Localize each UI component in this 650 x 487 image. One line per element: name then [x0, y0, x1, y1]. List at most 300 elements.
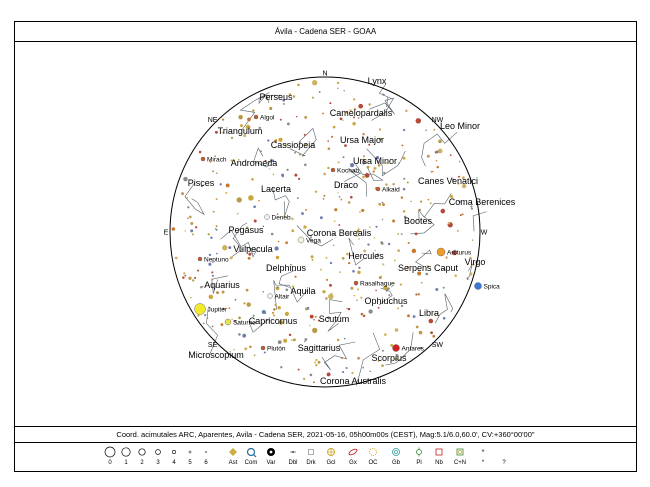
background-star [192, 233, 194, 235]
background-star [275, 246, 279, 250]
background-star [271, 233, 274, 236]
constellation-label: Perseus [259, 92, 293, 102]
background-star [436, 160, 437, 161]
background-star [387, 287, 390, 290]
background-star [269, 168, 270, 169]
legend-label: 0 [108, 460, 112, 466]
background-star [331, 293, 333, 295]
constellation-labels [188, 76, 516, 386]
legend-item [448, 445, 472, 468]
star-label: Jupiter [207, 306, 228, 314]
background-star [351, 372, 353, 374]
variable-star-icon [259, 445, 283, 459]
background-star [381, 364, 384, 367]
background-star [304, 116, 307, 119]
background-star [222, 245, 227, 250]
background-star [293, 95, 295, 97]
background-star [374, 167, 377, 170]
background-star [294, 276, 296, 278]
star-label: Altair [274, 293, 290, 301]
background-star [401, 144, 403, 146]
chart-title: Ávila - Cadena SER - GOAA [15, 22, 636, 42]
star-label: Antares [401, 345, 424, 353]
background-star [403, 178, 405, 180]
background-star [338, 161, 340, 163]
background-star [304, 164, 307, 167]
open-cluster-icon [361, 445, 385, 459]
constellation-label: Lynx [367, 76, 387, 86]
background-star [249, 346, 251, 348]
background-star [446, 256, 448, 258]
background-star [339, 196, 341, 198]
constellation-label: Delphinus [265, 263, 307, 273]
background-star [425, 129, 427, 131]
background-star [304, 134, 306, 136]
background-star [357, 288, 359, 290]
constellation-label: Camelopardalis [329, 108, 393, 118]
legend-label: Var [266, 460, 276, 466]
background-star [397, 233, 399, 235]
background-star [331, 136, 333, 138]
star-label: Algol [260, 114, 275, 122]
background-star [435, 288, 438, 291]
constellation-label: Capricornus [248, 316, 298, 326]
named-star-dot [376, 187, 380, 191]
background-star [429, 319, 434, 324]
background-star [301, 212, 304, 215]
background-star [280, 366, 282, 368]
background-star [443, 287, 445, 289]
background-star [209, 295, 214, 300]
background-star [471, 208, 473, 210]
background-star [394, 260, 396, 262]
background-star [248, 257, 251, 260]
background-star [238, 115, 243, 120]
background-star [188, 277, 191, 280]
background-star [401, 196, 403, 198]
direction-label: W [480, 229, 488, 237]
background-star [305, 308, 308, 311]
background-star [195, 226, 197, 228]
direction-label: SE [207, 341, 218, 349]
background-star [286, 169, 288, 171]
named-star-dot [225, 319, 231, 325]
background-star [189, 216, 192, 219]
constellation-label: Corona Borealis [306, 228, 372, 238]
background-star [226, 183, 230, 187]
background-star [175, 257, 178, 260]
background-star [401, 233, 403, 235]
background-star [416, 326, 419, 329]
background-star [312, 97, 314, 99]
unknown-object-icon [492, 445, 516, 459]
background-star [287, 122, 290, 125]
named-star-dot [265, 215, 270, 220]
background-star [318, 361, 321, 364]
background-star [459, 161, 461, 163]
background-star [183, 272, 185, 274]
background-star [410, 201, 411, 202]
background-star [248, 195, 254, 201]
background-star [254, 355, 256, 357]
constellation-label: Virgo [464, 257, 486, 267]
background-star [220, 323, 223, 326]
background-star [337, 192, 338, 193]
background-star [184, 230, 185, 231]
background-star [303, 378, 305, 380]
legend [14, 443, 637, 472]
background-star [289, 334, 291, 336]
background-star [184, 275, 186, 277]
star-label: Deneb [271, 214, 291, 222]
constellation-label: Serpens Caput [397, 263, 459, 273]
background-star [172, 227, 176, 231]
background-star [358, 238, 360, 240]
background-star [427, 155, 430, 158]
legend-label: C+N [453, 460, 467, 466]
background-star [315, 191, 317, 193]
background-star [374, 237, 376, 239]
legend-label: 5 [188, 460, 192, 466]
background-star [220, 183, 222, 185]
background-star [420, 200, 422, 202]
background-star [441, 209, 446, 214]
direction-label: NE [207, 117, 218, 125]
background-star [450, 154, 452, 156]
constellation-label: Aquila [290, 286, 316, 296]
chart-info: Coord. acimutales ARC, Aparentes, Avila - Cadena SER, 2021-05-16, 05h00m00s (CEST), Mag:5.1/6.0,60.0', CV:+360°00'00" [14, 427, 637, 443]
background-star [378, 203, 381, 206]
background-star [382, 202, 384, 204]
background-star [297, 84, 300, 87]
background-star [323, 195, 325, 197]
background-star [235, 299, 237, 301]
constellation-label: Ursa Major [339, 135, 385, 145]
background-star [197, 270, 199, 272]
background-star [403, 157, 406, 160]
star-label: Alkaid [382, 186, 400, 194]
background-star [337, 339, 340, 342]
legend-label: Ast [228, 460, 238, 466]
background-star [194, 277, 196, 279]
background-star [343, 156, 345, 158]
background-star [314, 361, 316, 363]
svg-text:*: * [481, 448, 485, 457]
background-star [333, 126, 336, 129]
background-star [337, 88, 338, 89]
background-star [222, 119, 224, 121]
background-star [395, 328, 399, 332]
named-star-dot [437, 248, 445, 256]
constellation-label: Pegasus [228, 225, 264, 235]
background-star [237, 213, 239, 215]
named-star-dot [201, 157, 205, 161]
background-star [294, 152, 296, 154]
background-star [283, 103, 285, 105]
constellation-label: Microscopium [188, 350, 244, 360]
constellation-label: Pisces [187, 178, 215, 188]
legend-label: 6 [204, 460, 208, 466]
background-star [327, 140, 329, 142]
background-star [392, 220, 395, 223]
direction-label: E [163, 229, 169, 237]
background-star [329, 284, 332, 287]
background-star [262, 310, 266, 314]
background-star [334, 208, 337, 211]
constellation-label: Corona Australis [319, 376, 387, 386]
constellation-label: Sagittarius [297, 343, 341, 353]
background-star [200, 286, 202, 288]
background-star [433, 129, 435, 131]
star-label: Saturno [233, 319, 256, 327]
background-star [247, 118, 251, 122]
background-star [362, 314, 364, 316]
legend-label: Gb [391, 460, 400, 466]
legend-label: 2 [140, 460, 144, 466]
background-star [291, 218, 294, 221]
background-star [213, 211, 215, 213]
named-star-dot [254, 115, 258, 119]
constellation-label: Scutum [318, 314, 350, 324]
background-star [328, 294, 333, 299]
legend-label: Dbl [288, 460, 298, 466]
background-star [415, 232, 418, 235]
mag-circle-6 [194, 445, 218, 459]
cluster-nebula-icon [448, 445, 472, 459]
background-star [462, 213, 464, 215]
background-star [350, 196, 353, 199]
background-star [231, 137, 233, 139]
background-star [432, 171, 434, 173]
constellation-label: Aquarius [204, 280, 240, 290]
background-star [384, 333, 387, 336]
background-star [210, 237, 212, 239]
background-star [415, 294, 417, 296]
star-label: Plutón [267, 345, 286, 353]
constellation-label: Triangulum [217, 126, 263, 136]
constellation-label: Coma Berenices [448, 197, 516, 207]
background-star [385, 183, 387, 185]
background-star [242, 334, 246, 338]
background-star [333, 245, 335, 247]
named-star-dot [198, 257, 202, 261]
background-star [360, 297, 362, 299]
background-star [460, 214, 462, 216]
constellation-label: Canes Venatici [417, 176, 479, 186]
constellation-label: Andromeda [230, 158, 278, 168]
globular-cluster-icon [319, 445, 343, 459]
background-star [323, 198, 325, 200]
legend-label: OC [368, 460, 378, 466]
background-star [323, 173, 326, 176]
background-star [413, 315, 416, 318]
legend-label: * [481, 460, 485, 466]
background-star [278, 306, 281, 309]
background-star [286, 289, 289, 292]
named-star-dot [261, 346, 265, 350]
background-star [319, 91, 321, 93]
background-star [313, 381, 315, 383]
background-star [343, 90, 344, 91]
background-star [408, 242, 410, 244]
background-star [252, 109, 254, 111]
background-star [382, 350, 384, 352]
background-star [310, 374, 313, 377]
background-star [359, 211, 361, 213]
background-star [311, 255, 314, 258]
background-star [208, 233, 210, 235]
background-star [382, 93, 384, 95]
background-star [281, 174, 284, 177]
legend-item [194, 445, 218, 468]
background-star [313, 319, 315, 321]
background-star [330, 262, 332, 264]
background-star [190, 297, 192, 299]
background-star [298, 369, 300, 371]
named-star-dot [195, 304, 206, 315]
background-star [367, 166, 370, 169]
background-star [352, 270, 355, 273]
background-star [352, 122, 355, 125]
background-star [230, 256, 233, 259]
background-star [310, 315, 314, 319]
background-star [326, 279, 328, 281]
background-star [346, 367, 348, 369]
constellation-label: Lacerta [260, 184, 292, 194]
background-star [253, 205, 256, 208]
background-star [369, 371, 371, 373]
background-star [407, 314, 410, 317]
background-star [211, 271, 213, 273]
background-star [365, 173, 370, 178]
background-star [320, 216, 323, 219]
background-star [334, 220, 336, 222]
background-star [228, 246, 231, 249]
star-label: Neptuno [204, 256, 229, 264]
background-star [417, 293, 420, 296]
background-star [192, 279, 194, 281]
background-star [368, 309, 372, 313]
background-star [436, 166, 438, 168]
named-star-dot [268, 294, 273, 299]
background-star [207, 317, 208, 318]
background-star [400, 284, 402, 286]
background-star [373, 170, 375, 172]
background-star [356, 299, 357, 300]
background-star [469, 272, 472, 275]
background-star [260, 150, 262, 152]
background-star [344, 338, 346, 340]
background-star [407, 181, 409, 183]
background-star [342, 120, 343, 121]
background-star [472, 239, 474, 241]
background-star [357, 271, 360, 274]
background-star [346, 308, 347, 309]
background-star [428, 199, 430, 201]
background-star [216, 198, 218, 200]
background-star [243, 302, 245, 304]
background-star [383, 172, 385, 174]
background-star [382, 263, 384, 265]
background-star [264, 351, 266, 353]
background-star [329, 102, 331, 104]
background-star [382, 203, 385, 206]
named-star-dot [354, 281, 358, 285]
background-star [382, 219, 383, 220]
background-star [187, 206, 189, 208]
background-star [273, 174, 275, 176]
background-star [246, 289, 249, 292]
background-star [348, 308, 350, 310]
background-star [267, 139, 269, 141]
background-star [375, 290, 377, 292]
background-star [212, 170, 214, 172]
legend-item [384, 445, 408, 468]
background-star [357, 357, 360, 360]
background-star [430, 331, 433, 334]
background-star [216, 253, 218, 255]
background-star [358, 267, 360, 269]
background-star [398, 162, 400, 164]
background-star [274, 304, 276, 306]
constellation-label: Ophiuchus [364, 296, 408, 306]
background-star [294, 174, 297, 177]
background-star [293, 338, 296, 341]
background-star [216, 225, 218, 227]
background-star [340, 199, 342, 201]
background-star [278, 340, 282, 344]
named-star-dot [393, 345, 400, 352]
background-star [190, 222, 193, 225]
background-star [197, 314, 199, 316]
background-star [342, 371, 344, 373]
star-label: Arcturus [447, 249, 472, 257]
background-star [304, 341, 305, 342]
background-star [291, 339, 293, 341]
background-star [325, 257, 327, 259]
legend-label: Pl [416, 460, 422, 466]
background-star [328, 147, 331, 150]
background-star [291, 229, 294, 232]
background-star [419, 331, 423, 335]
background-star [378, 307, 380, 309]
background-star [280, 119, 282, 121]
legend-label: Drk [306, 460, 316, 466]
background-star [342, 257, 345, 260]
constellation-label: Libra [418, 308, 440, 318]
direction-label: SW [431, 341, 444, 349]
legend-item [361, 445, 385, 468]
background-star [190, 229, 193, 232]
background-star [368, 103, 370, 105]
background-star [339, 271, 341, 273]
background-star [350, 287, 353, 290]
background-star [361, 209, 364, 212]
background-star [285, 241, 288, 244]
background-star [315, 359, 317, 361]
background-star [467, 278, 469, 280]
background-star [436, 150, 439, 153]
background-star [258, 200, 260, 202]
background-star [320, 269, 322, 271]
background-star [353, 98, 355, 100]
background-star [430, 202, 432, 204]
background-star [272, 312, 274, 314]
background-star [244, 347, 247, 350]
constellation-label: Draco [333, 180, 359, 190]
background-star [419, 209, 421, 211]
background-star [222, 291, 225, 294]
